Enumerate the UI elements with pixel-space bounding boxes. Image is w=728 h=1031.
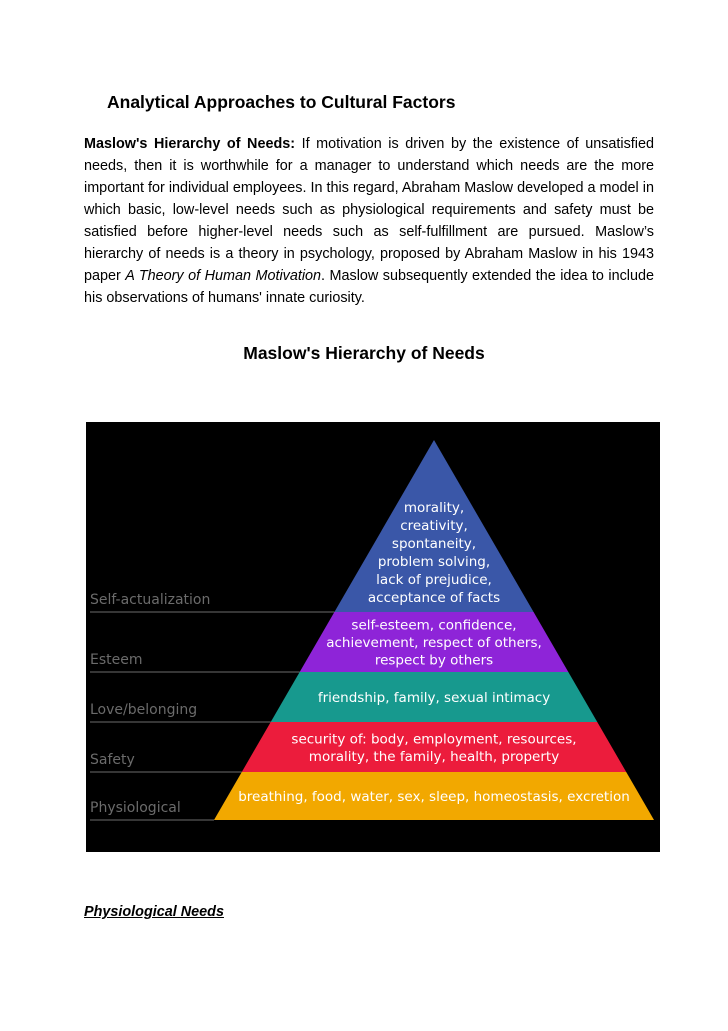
level-label: Esteem [90, 652, 143, 668]
pyramid-band-text: self-esteem, confidence, [351, 617, 517, 634]
pyramid-band-text: lack of prejudice, [376, 572, 492, 588]
figure-title: Maslow's Hierarchy of Needs [243, 343, 485, 363]
pyramid-band-text: creativity, [400, 518, 468, 534]
pyramid-band-text: security of: body, employment, resources, [291, 731, 577, 748]
pyramid-band-text: morality, [403, 500, 465, 516]
document-heading: Analytical Approaches to Cultural Factors [107, 92, 456, 112]
paragraph-body-2: . Maslow subsequently extended the idea to include his observations of humans' innate curiosity. [84, 268, 655, 306]
level-label: Physiological [90, 800, 181, 816]
level-label: Love/belonging [90, 702, 198, 718]
pyramid-level-love-belonging [90, 672, 597, 722]
paper-citation: A Theory of Human Motivation [125, 268, 322, 284]
maslow-pyramid-figure [86, 422, 660, 852]
paragraph-body-1: If motivation is driven by the existence of unsatisfied needs, then it is worthwhile for a manager to understand which needs are the more important for individual employees. In this regard, Abraham Maslow developed a model in which basic, low-level needs such as physiological requirements and safety must be satisfied before higher-level needs such as self-fulfillment are pursued. Maslow’s hierarchy of needs is a theory in psychology, proposed by Abraham Maslow in his 1943 paper [84, 136, 654, 284]
paragraph-lead: Maslow's Hierarchy of Needs: [84, 136, 296, 152]
pyramid-band-text: spontaneity, [391, 536, 477, 552]
pyramid-level-esteem [90, 612, 568, 672]
pyramid-band-text: achievement, respect of others, [326, 635, 542, 651]
section-title: Physiological Needs [84, 904, 224, 920]
pyramid-level-physiological [90, 772, 654, 820]
intro-paragraph [84, 133, 654, 309]
pyramid-band-text: problem solving, [377, 554, 491, 570]
pyramid-band-text: friendship, family, sexual intimacy [317, 690, 551, 706]
pyramid-band-text: breathing, food, water, sex, sleep, homeostasis, excretion [238, 789, 630, 805]
maslow-pyramid-svg [86, 422, 660, 852]
pyramid-level-safety [90, 722, 626, 772]
level-label: Self-actualization [90, 592, 211, 608]
pyramid-band-text: morality, the family, health, property [308, 748, 560, 765]
pyramid-band-text: acceptance of facts [367, 590, 501, 606]
pyramid-level-self-actualization [90, 440, 534, 612]
pyramid-band-text: respect by others [374, 652, 494, 669]
level-label: Safety [90, 752, 135, 768]
